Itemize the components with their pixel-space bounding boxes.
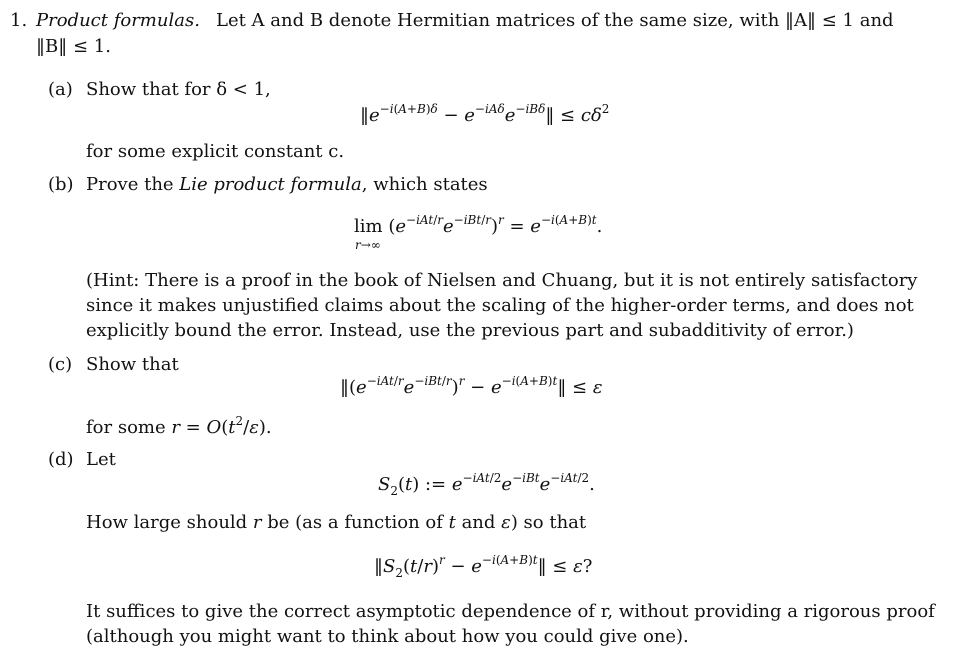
part-d-text: Let <box>86 449 116 470</box>
problem-intro-line1: Let A and B denote Hermitian matrices of the same size, with ‖A‖ ≤ 1 and <box>216 10 894 31</box>
part-c-text: Show that <box>86 354 179 375</box>
part-b-label: (b) <box>48 174 74 195</box>
part-c-equation: $‖(e^{-iAt/r}e^{-iBt/r})^r$ − $e^{-i(A+B)t}‖ \le \varepsilon$ <box>340 374 603 398</box>
problem-intro-line2: ‖B‖ ≤ 1. <box>36 36 111 57</box>
part-c-followup: for some $r = O(t^2/\varepsilon)$. <box>86 414 272 438</box>
problem-number: 1. <box>10 10 28 31</box>
part-b-lim-subscript: r→∞ <box>355 238 381 252</box>
part-d-question: How large should r be (as a function of t and ε) so that <box>86 512 587 533</box>
part-d-label: (d) <box>48 449 74 470</box>
part-b-text <box>86 174 488 195</box>
part-a-text: Show that for δ < 1, <box>86 79 271 100</box>
part-a-equation: $‖e^{-i(A+B)\delta}$ − $e^{-iA\delta}e^{-iB\delta}‖ \le c\delta^2$ <box>360 102 610 126</box>
part-b-hint-line1: (Hint: There is a proof in the book of Nielsen and Chuang, but it is not entirely satisfactory <box>86 270 918 291</box>
part-b-text-post: , which states <box>361 174 488 195</box>
part-b-text-emph: Lie product formula <box>179 174 362 195</box>
part-b-text-pre: Prove the <box>86 174 180 195</box>
part-d-closing-line2: (although you might want to think about how you could give one). <box>86 626 689 647</box>
part-c-label: (c) <box>48 354 73 375</box>
part-d-equation2: $‖S_2(t/r)^r$ − $e^{-i(A+B)t}‖ \le \varepsilon$? <box>374 553 593 580</box>
problem-title: Product formulas. <box>36 10 200 31</box>
part-d-equation: $S_2(t)$ := $e^{-iAt/2}e^{-iBt}e^{-iAt/2}$. <box>378 471 595 498</box>
part-b-hint-line3: explicitly bound the error. Instead, use the previous part and subadditivity of error.) <box>86 320 854 341</box>
part-b-equation: $\lim (e^{-iAt/r}e^{-iBt/r})^r = e^{-i(A+B)t}$. <box>354 213 603 237</box>
part-a-followup: for some explicit constant c. <box>86 141 345 162</box>
part-a-label: (a) <box>48 79 73 100</box>
part-d-closing-line1: It suffices to give the correct asymptotic dependence of r, without providing a rigorous proof <box>86 601 935 622</box>
part-b-hint-line2: since it makes unjustified claims about the scaling of the higher-order terms, and does not <box>86 295 914 316</box>
